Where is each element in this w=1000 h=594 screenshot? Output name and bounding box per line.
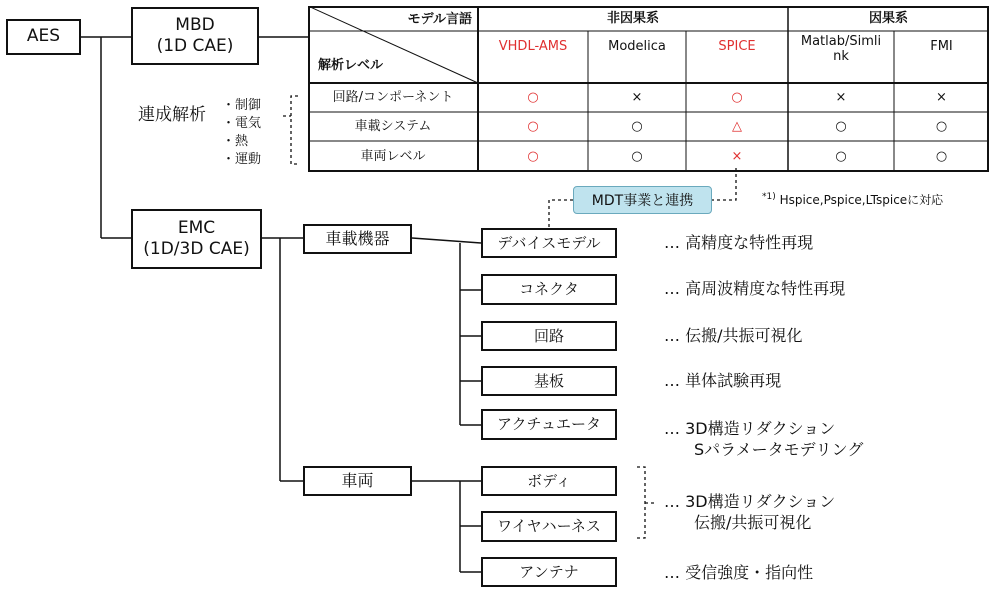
desc-circuit: … 伝搬/共振可視化 (664, 326, 803, 345)
desc-actuator-line2: Sパラメータモデリング (694, 440, 864, 459)
mark-vehicle-fmi: ○ (935, 149, 948, 164)
mark-circuit-fmi: × (936, 90, 947, 105)
category-vehicle (303, 466, 412, 496)
item-device-model (481, 228, 617, 258)
desc-actuator (664, 418, 863, 460)
category-vehicle-equipment-label: 車載機器 (325, 229, 390, 248)
mark-vehicle-matlab: ○ (835, 149, 847, 164)
item-actuator (481, 409, 617, 440)
row-label-onboard-system: 車載システム (354, 119, 432, 134)
column-modelica: Modelica (608, 38, 666, 54)
column-spice: SPICE (718, 38, 756, 54)
model-language-table (308, 6, 989, 172)
coupled-item-thermal: ・熱 (222, 134, 249, 149)
item-antenna-label: アンテナ (519, 562, 579, 581)
mark-circuit-vhdl-ams: ○ (527, 90, 539, 105)
coupled-analysis-list (222, 97, 261, 169)
item-connector (481, 274, 617, 305)
mark-circuit-matlab: × (835, 90, 847, 105)
desc-actuator-line1: … 3D構造リダクション (664, 419, 836, 438)
desc-body-harness-line1: … 3D構造リダクション (664, 492, 836, 511)
item-body-label: ボディ (527, 471, 571, 490)
mark-system-spice: △ (732, 119, 742, 134)
coupled-item-motion: ・運動 (222, 152, 262, 167)
spice-footnote (762, 191, 943, 208)
item-circuit-label: 回路 (533, 326, 564, 345)
mdt-collaboration-tag (573, 186, 712, 214)
coupled-analysis-label: 連成解析 (138, 105, 206, 125)
desc-connector: … 高周波精度な特性再現 (664, 279, 846, 298)
item-wire-harness-label: ワイヤハーネス (497, 517, 601, 536)
desc-board: … 単体試験再現 (664, 371, 782, 390)
item-connector-label: コネクタ (519, 280, 579, 299)
item-antenna (481, 557, 617, 587)
desc-antenna: … 受信強度・指向性 (664, 563, 814, 582)
item-body (481, 466, 617, 496)
row-label-vehicle-level: 車両レベル (360, 149, 426, 164)
coupled-item-control: ・制御 (222, 98, 262, 113)
emc-box (131, 209, 262, 269)
column-matlab-simlink: Matlab/Simli nk (800, 34, 882, 64)
emc-subtitle: (1D/3D CAE) (143, 239, 250, 259)
footnote-marker: *1) (762, 192, 776, 202)
footnote-text: Hspice,Pspice,LTspiceに対応 (775, 193, 944, 207)
mbd-title: MBD (175, 14, 215, 35)
item-device-model-label: デバイスモデル (497, 233, 601, 252)
item-board-label: 基板 (533, 371, 564, 390)
desc-body-harness (664, 491, 835, 533)
aes-label: AES (26, 26, 61, 47)
mark-circuit-modelica: × (631, 90, 643, 105)
column-vhdl-ams: VHDL-AMS (498, 38, 568, 54)
desc-body-harness-line2: 伝搬/共振可視化 (694, 513, 812, 532)
mark-system-vhdl-ams: ○ (527, 119, 539, 134)
desc-device-model: … 高精度な特性再現 (664, 233, 814, 252)
mbd-box (131, 7, 259, 65)
column-fmi: FMI (930, 38, 953, 54)
mark-system-fmi: ○ (935, 119, 948, 134)
mbd-subtitle: (1D CAE) (156, 36, 234, 56)
item-circuit (481, 321, 617, 351)
item-board (481, 366, 617, 396)
category-vehicle-label: 車両 (341, 471, 374, 490)
mark-vehicle-modelica: ○ (631, 149, 643, 164)
mark-system-matlab: ○ (835, 119, 847, 134)
mark-vehicle-vhdl-ams: ○ (527, 149, 539, 164)
item-actuator-label: アクチュエータ (496, 415, 602, 434)
aes-box (6, 19, 81, 55)
category-vehicle-equipment (303, 224, 412, 254)
header-model-language: モデル言語 (407, 11, 472, 27)
mark-circuit-spice: ○ (731, 90, 743, 105)
row-label-circuit-component: 回路/コンポーネント (332, 90, 454, 105)
mdt-label: MDT事業と連携 (591, 193, 694, 209)
item-wire-harness (481, 511, 617, 542)
group-causal: 因果系 (868, 11, 908, 26)
mark-vehicle-spice: × (731, 149, 743, 164)
coupled-item-electric: ・電気 (222, 116, 262, 131)
header-analysis-level: 解析レベル (318, 57, 384, 73)
emc-title: EMC (177, 217, 216, 238)
mark-system-modelica: ○ (631, 119, 643, 134)
group-noncausal: 非因果系 (606, 11, 659, 26)
